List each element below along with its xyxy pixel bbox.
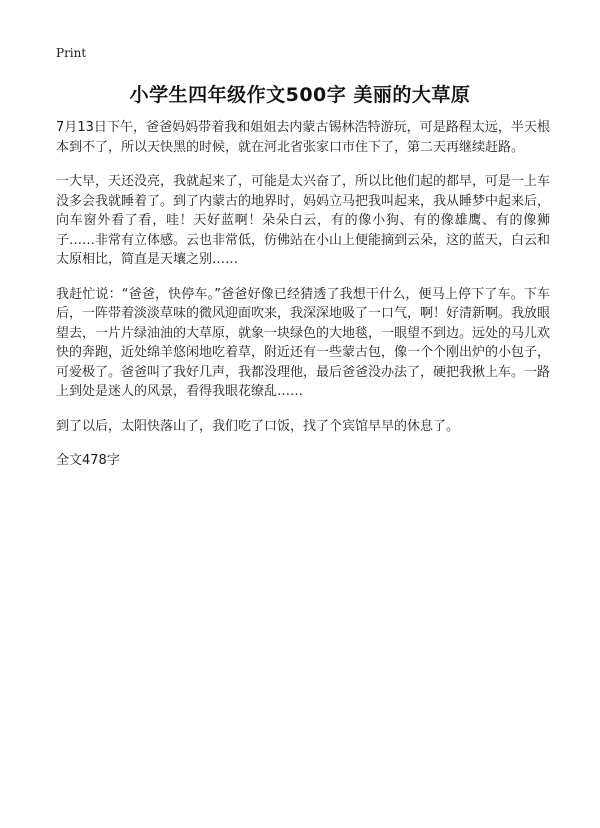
paragraph-4: 到了以后，太阳快落山了，我们吃了口饭，找了个宾馆早早的休息了。 (56, 418, 460, 434)
word-count: 全文478字 (56, 453, 120, 468)
paragraph-1: 7月13日下午，爸爸妈妈带着我和姐姐去内蒙古锡林浩特游玩，可是路程太远，半天根本到不了，所以天快黑的时候，就在河北省张家口市住下了，第二天再继续赶路。 (56, 120, 550, 155)
article-title: 小学生四年级作文500字 美丽的大草原 (129, 84, 471, 106)
paragraph-3: 我赶忙说：“爸爸，快停车。”爸爸好像已经猜透了我想干什么，便马上停下了车。下车后，一阵带着淡淡草味的微风迎面吹来，我深深地吸了一口气，啊！好清新啊。我放眼望去，一片片绿油油的大草原，就象一块绿色的大地毯，一眼望不到边。远处的马儿欢快的奔跑，近处绵羊悠闲地吃着草，附近还有一些蒙古包，像一个个刚出炉的小包子，可爱极了。爸爸叫了我好几声，我都没理他，最后爸爸没办法了，硬把我揪上车。一路上到处是迷人的风景，看得我眼花缭乱…… (56, 286, 551, 399)
paragraph-2: 一大早，天还没亮，我就起来了，可能是太兴奋了，所以比他们起的都早，可是一上车没多会我就睡着了。到了内蒙古的地界时，妈妈立马把我叫起来，我从睡梦中起来后，向车窗外看了看，哇！天好蓝啊！朵朵白云，有的像小狗、有的像雄鹰、有的像狮子……非常有立体感。云也非常低，仿佛站在小山上便能摘到云朵，这的蓝天，白云和太原相比，简直是天壤之别…… (56, 174, 551, 267)
print-link[interactable]: Print (56, 46, 87, 60)
article-body (56, 118, 550, 471)
